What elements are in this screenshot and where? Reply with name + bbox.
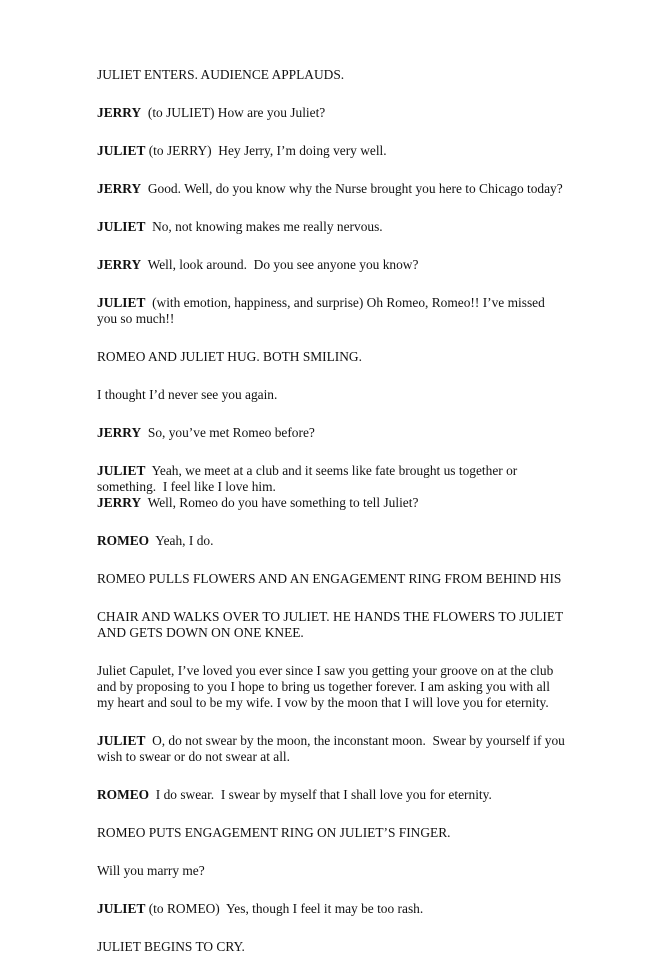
dialogue-line (97, 787, 567, 803)
speaker-name: JERRY (97, 105, 142, 120)
stage-direction: JULIET BEGINS TO CRY. (97, 939, 245, 954)
speaker-name: JERRY (97, 257, 142, 272)
dialogue-text: Yeah, we meet at a club and it seems like fate brought us together or something. I feel like I love him. (97, 463, 521, 494)
dialogue-text: Will you marry me? (97, 863, 205, 878)
dialogue-text: (to JERRY) Hey Jerry, I’m doing very well. (145, 143, 387, 158)
dialogue-text: Well, Romeo do you have something to tell Juliet? (141, 495, 419, 510)
dialogue-text: Well, look around. Do you see anyone you know? (141, 257, 419, 272)
dialogue-text: I thought I’d never see you again. (97, 387, 278, 402)
dialogue-line (97, 901, 567, 917)
speaker-name: JULIET (97, 901, 146, 916)
speaker-name: JULIET (97, 143, 146, 158)
dialogue-text: (with emotion, happiness, and surprise) Oh Romeo, Romeo!! I’ve missed you so much!! (97, 295, 549, 326)
stage-direction: CHAIR AND WALKS OVER TO JULIET. HE HANDS THE FLOWERS TO JULIET AND GETS DOWN ON ONE KNEE. (97, 609, 563, 640)
speaker-name: JULIET (97, 219, 146, 234)
dialogue-text: (to ROMEO) Yes, though I feel it may be too rash. (145, 901, 424, 916)
dialogue-line (97, 463, 567, 495)
speaker-name: ROMEO (97, 533, 150, 548)
stage-direction: ROMEO AND JULIET HUG. BOTH SMILING. (97, 349, 362, 364)
speaker-name: JERRY (97, 181, 142, 196)
dialogue-text: Yeah, I do. (149, 533, 214, 548)
dialogue-line (97, 295, 567, 327)
dialogue-line (97, 143, 567, 159)
dialogue-text: Good. Well, do you know why the Nurse brought you here to Chicago today? (141, 181, 563, 196)
speaker-name: JERRY (97, 425, 142, 440)
speaker-name: JERRY (97, 495, 142, 510)
dialogue-text: (to JULIET) How are you Juliet? (141, 105, 326, 120)
dialogue-line (97, 733, 567, 765)
script-page (97, 67, 567, 955)
dialogue-text: So, you’ve met Romeo before? (141, 425, 315, 440)
speaker-name: JULIET (97, 733, 146, 748)
speaker-name: JULIET (97, 295, 146, 310)
dialogue-line (97, 533, 567, 549)
dialogue-line (97, 105, 567, 121)
dialogue-line (97, 257, 567, 273)
dialogue-text: Juliet Capulet, I’ve loved you ever since I saw you getting your groove on at the club and by proposing to you I hope to bring us together forever. I am asking you with all my heart and soul to be my wife. I vow by the moon that I will love you for eternity. (97, 663, 554, 710)
dialogue-line (97, 495, 567, 511)
dialogue-text: No, not knowing makes me really nervous. (145, 219, 383, 234)
speaker-name: ROMEO (97, 787, 150, 802)
stage-direction: ROMEO PULLS FLOWERS AND AN ENGAGEMENT RING FROM BEHIND HIS (97, 571, 562, 586)
stage-direction: JULIET ENTERS. AUDIENCE APPLAUDS. (97, 67, 345, 82)
dialogue-text: I do swear. I swear by myself that I shall love you for eternity. (149, 787, 492, 802)
dialogue-line (97, 219, 567, 235)
dialogue-line (97, 425, 567, 441)
dialogue-line (97, 181, 567, 197)
speaker-name: JULIET (97, 463, 146, 478)
dialogue-text: O, do not swear by the moon, the inconstant moon. Swear by yourself if you wish to swear or do not swear at all. (97, 733, 569, 764)
stage-direction: ROMEO PUTS ENGAGEMENT RING ON JULIET’S FINGER. (97, 825, 451, 840)
